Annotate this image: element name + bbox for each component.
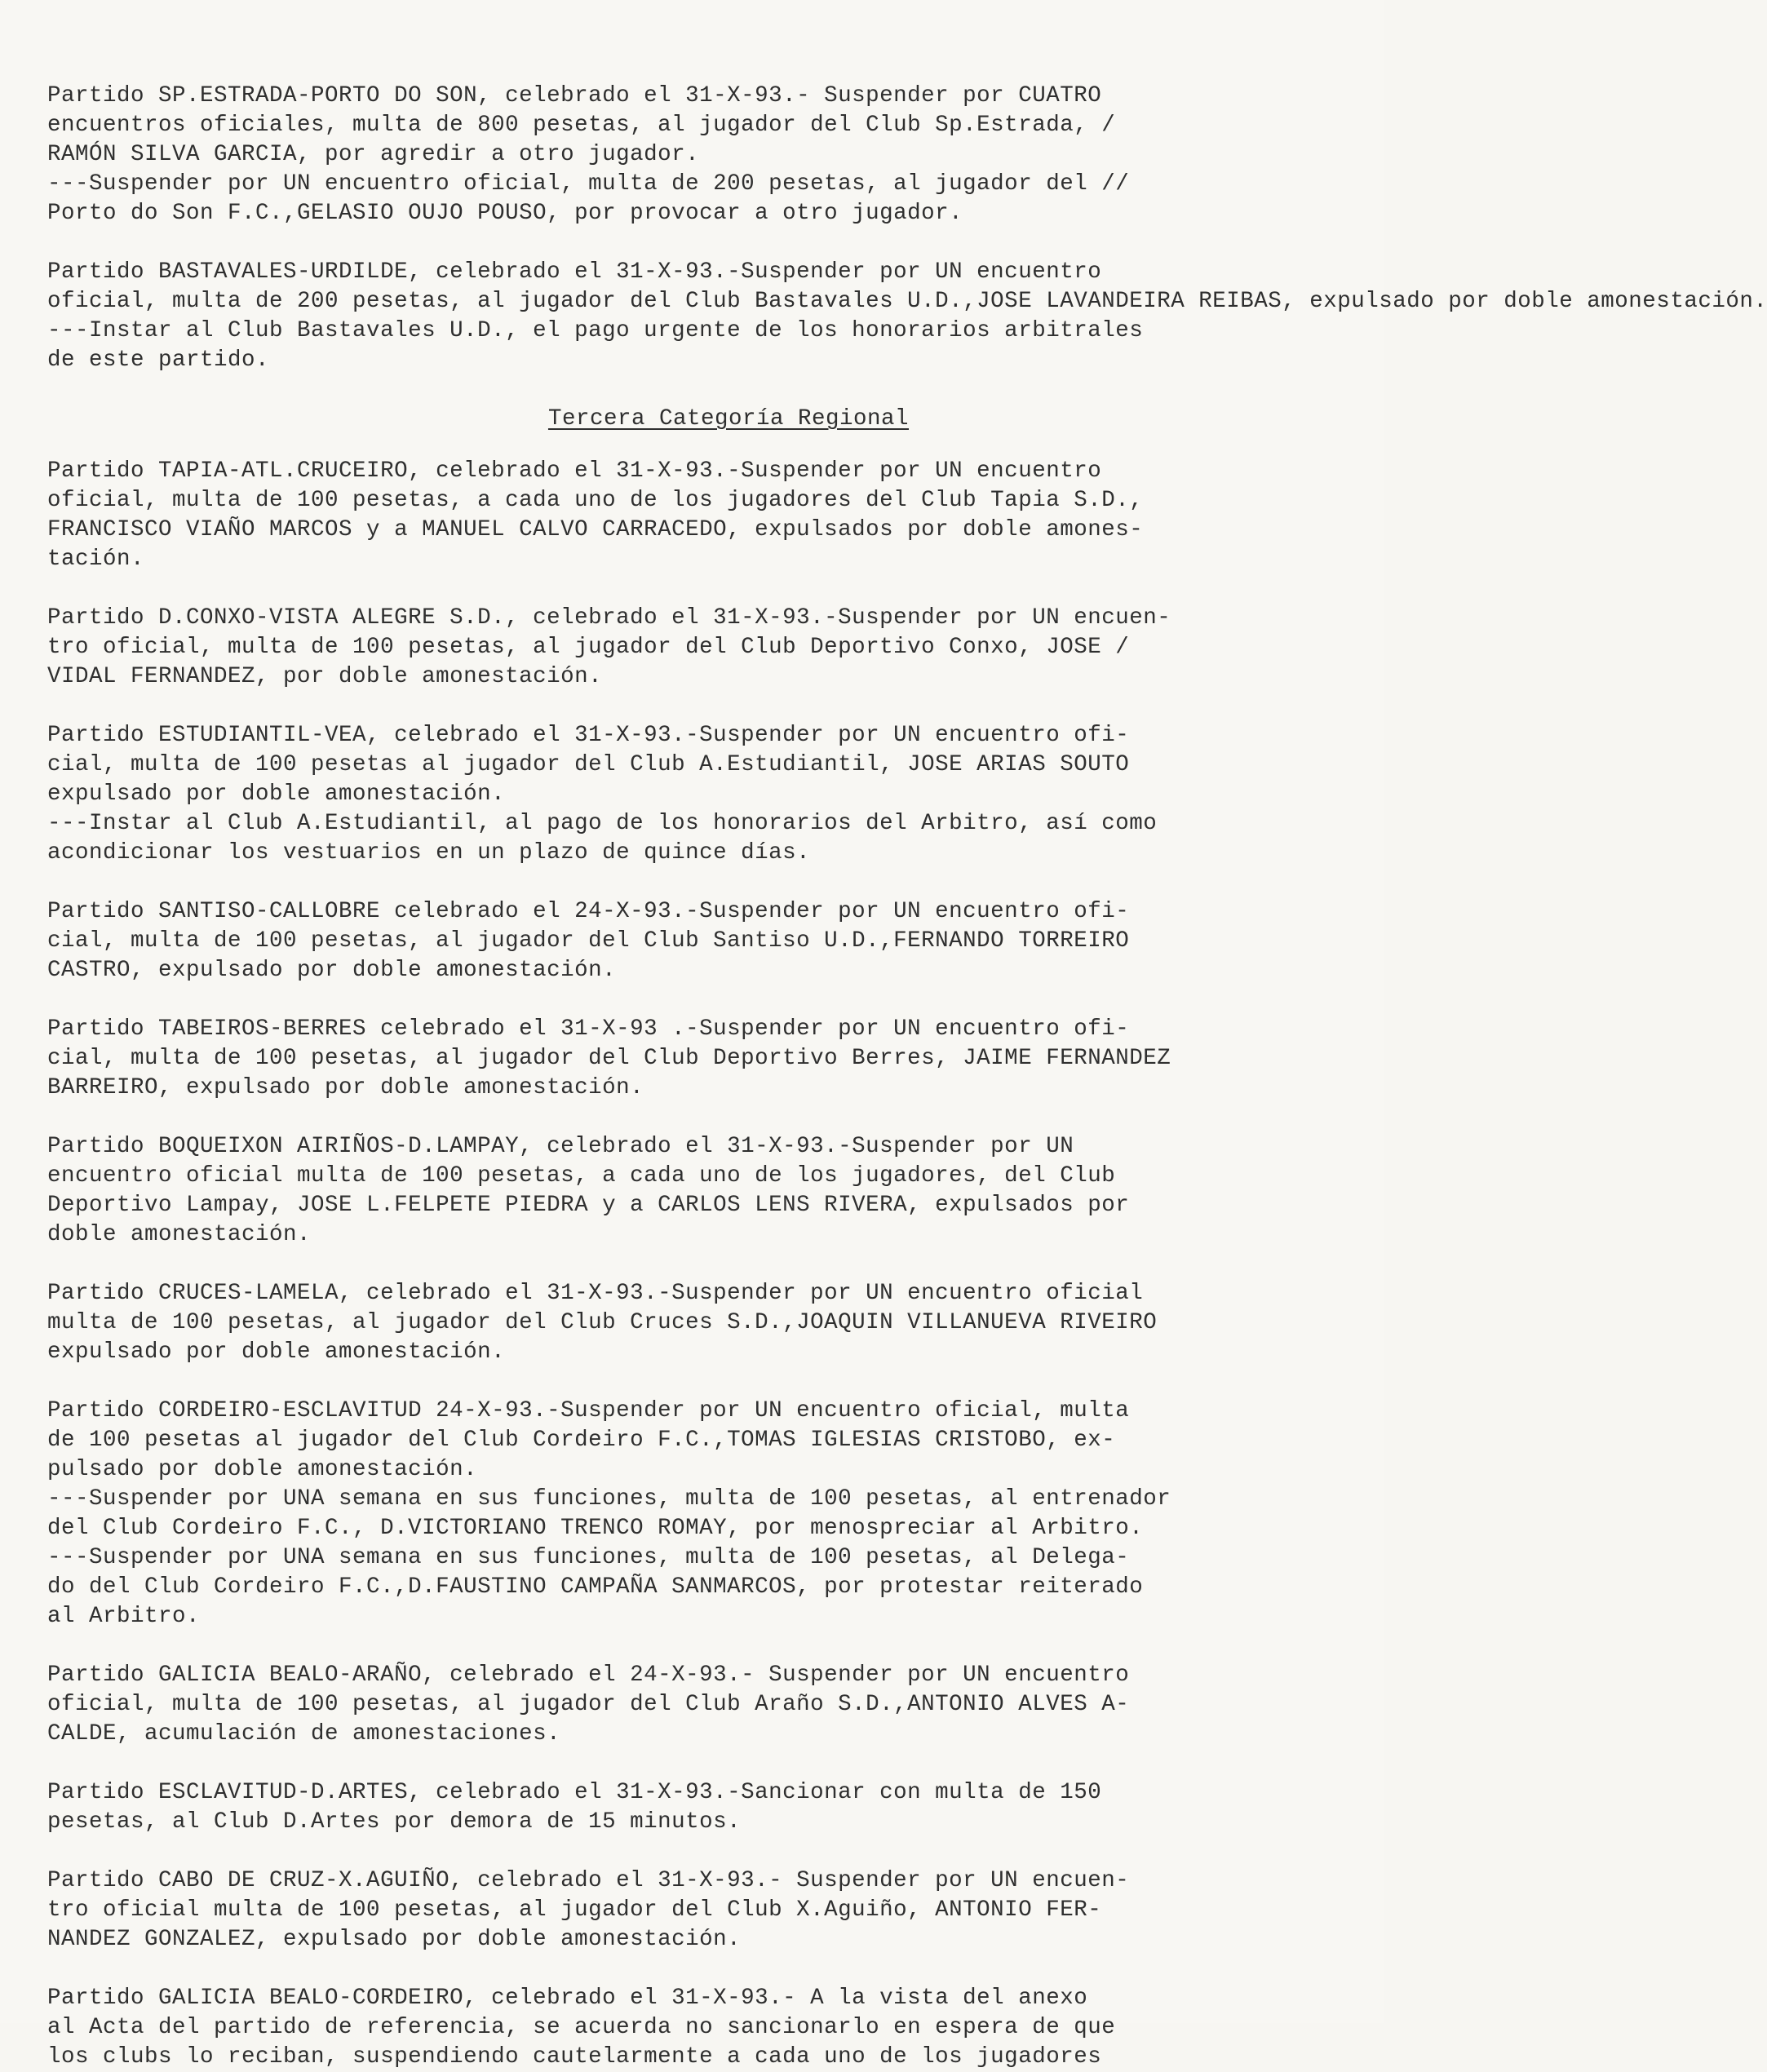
- document-paragraph: [47, 1132, 1344, 1250]
- text-line: acondicionar los vestuarios en un plazo de quince días.: [47, 840, 811, 866]
- document-paragraph: [47, 897, 1344, 985]
- text-line: Partido CORDEIRO-ESCLAVITUD 24-X-93.-Suspender por UN encuentro oficial, multa: [47, 1398, 1130, 1423]
- section-heading: Tercera Categoría Regional: [547, 406, 910, 432]
- text-line: del Club Cordeiro F.C., D.VICTORIANO TRENCO ROMAY, por menospreciar al Arbitro.: [47, 1516, 1144, 1541]
- text-line: Partido BOQUEIXON AIRIÑOS-D.LAMPAY, celebrado el 31-X-93.-Suspender por UN: [47, 1134, 1074, 1159]
- text-line: ---Instar al Club Bastavales U.D., el pago urgente de los honorarios arbitrales: [47, 318, 1144, 343]
- document-paragraph: [47, 1778, 1344, 1837]
- text-line: expulsado por doble amonestación.: [47, 1339, 506, 1365]
- text-line: CALDE, acumulación de amonestaciones.: [47, 1721, 561, 1747]
- text-line: CASTRO, expulsado por doble amonestación.: [47, 958, 617, 983]
- text-line: de 100 pesetas al jugador del Club Cordeiro F.C.,TOMAS IGLESIAS CRISTOBO, ex-: [47, 1428, 1116, 1453]
- document-paragraph: [47, 604, 1344, 692]
- text-line: Partido SANTISO-CALLOBRE celebrado el 24-X-93.-Suspender por UN encuentro ofi-: [47, 899, 1130, 924]
- section-heading-wrap: [47, 405, 1344, 434]
- typed-text-body: [47, 82, 1767, 2072]
- text-line: Partido CRUCES-LAMELA, celebrado el 31-X-93.-Suspender por UN encuentro oficial: [47, 1281, 1144, 1306]
- document-paragraph: [47, 258, 1767, 375]
- text-line: ---Suspender por UNA semana en sus funciones, multa de 100 pesetas, al Delega-: [47, 1545, 1130, 1570]
- text-line: Partido SP.ESTRADA-PORTO DO SON, celebrado el 31-X-93.- Suspender por CUATRO: [47, 83, 1102, 108]
- text-line: FRANCISCO VIAÑO MARCOS y a MANUEL CALVO CARRACEDO, expulsados por doble amones-: [47, 517, 1144, 542]
- document-paragraph: [47, 1015, 1344, 1103]
- text-line: VIDAL FERNANDEZ, por doble amonestación.: [47, 664, 603, 689]
- text-line: do del Club Cordeiro F.C.,D.FAUSTINO CAMPAÑA SANMARCOS, por protestar reiterado: [47, 1574, 1144, 1600]
- text-line: Partido TAPIA-ATL.CRUCEIRO, celebrado el 31-X-93.-Suspender por UN encuentro: [47, 458, 1102, 484]
- text-line: multa de 100 pesetas, al jugador del Club Cruces S.D.,JOAQUIN VILLANUEVA RIVEIRO: [47, 1310, 1158, 1335]
- document-paragraph: [47, 457, 1344, 574]
- text-line: NANDEZ GONZALEZ, expulsado por doble amonestación.: [47, 1927, 742, 1952]
- text-line: encuentro oficial multa de 100 pesetas, a cada uno de los jugadores, del Club: [47, 1163, 1116, 1189]
- text-line: Porto do Son F.C.,GELASIO OUJO POUSO, por provocar a otro jugador.: [47, 201, 963, 226]
- text-line: tro oficial multa de 100 pesetas, al jugador del Club X.Aguiño, ANTONIO FER-: [47, 1897, 1102, 1923]
- text-line: Deportivo Lampay, JOSE L.FELPETE PIEDRA y a CARLOS LENS RIVERA, expulsados por: [47, 1193, 1130, 1218]
- text-line: pulsado por doble amonestación.: [47, 1457, 478, 1482]
- document-paragraph: [47, 1397, 1344, 1631]
- text-line: tación.: [47, 547, 145, 572]
- text-line: ---Instar al Club A.Estudiantil, al pago de los honorarios del Arbitro, así como: [47, 811, 1158, 836]
- text-line: al Arbitro.: [47, 1604, 201, 1629]
- text-line: cial, multa de 100 pesetas, al jugador del Club Deportivo Berres, JAIME FERNANDEZ: [47, 1046, 1171, 1071]
- paragraphs-top: [47, 82, 1767, 375]
- text-line: Partido ESTUDIANTIL-VEA, celebrado el 31-X-93.-Suspender por UN encuentro ofi-: [47, 723, 1130, 748]
- text-line: cial, multa de 100 pesetas al jugador del Club A.Estudiantil, JOSE ARIAS SOUTO: [47, 752, 1130, 777]
- document-paragraph: [47, 1866, 1344, 1955]
- text-line: tro oficial, multa de 100 pesetas, al jugador del Club Deportivo Conxo, JOSE /: [47, 635, 1130, 660]
- text-line: RAMÓN SILVA GARCIA, por agredir a otro jugador.: [47, 142, 700, 167]
- text-line: ---Suspender por UNA semana en sus funciones, multa de 100 pesetas, al entrenador: [47, 1486, 1171, 1512]
- text-line: oficial, multa de 100 pesetas, al jugador del Club Araño S.D.,ANTONIO ALVES A-: [47, 1692, 1130, 1717]
- document-paragraph: [47, 1984, 1344, 2072]
- text-line: expulsado por doble amonestación.: [47, 781, 506, 807]
- text-line: Partido GALICIA BEALO-CORDEIRO, celebrado el 31-X-93.- A la vista del anexo: [47, 1986, 1088, 2011]
- text-line: doble amonestación.: [47, 1222, 312, 1247]
- text-line: oficial, multa de 200 pesetas, al jugador del Club Bastavales U.D.,JOSE LAVANDEIRA REIBAS, expulsado por doble amonestación.: [47, 289, 1767, 314]
- text-line: pesetas, al Club D.Artes por demora de 15 minutos.: [47, 1809, 742, 1835]
- text-line: los clubs lo reciban, suspendiendo cautelarmente a cada uno de los jugadores: [47, 2044, 1102, 2070]
- text-line: cial, multa de 100 pesetas, al jugador del Club Santiso U.D.,FERNANDO TORREIRO: [47, 928, 1130, 954]
- document-paragraph: [47, 721, 1344, 868]
- text-line: ---Suspender por UN encuentro oficial, multa de 200 pesetas, al jugador del //: [47, 171, 1130, 197]
- text-line: Partido D.CONXO-VISTA ALEGRE S.D., celebrado el 31-X-93.-Suspender por UN encuen-: [47, 605, 1171, 631]
- document-paragraph: [47, 82, 1344, 228]
- text-line: de este partido.: [47, 348, 270, 373]
- text-line: BARREIRO, expulsado por doble amonestación.: [47, 1075, 644, 1100]
- document-paragraph: [47, 1279, 1344, 1367]
- text-line: al Acta del partido de referencia, se acuerda no sancionarlo en espera de que: [47, 2015, 1116, 2040]
- text-line: Partido TABEIROS-BERRES celebrado el 31-X-93 .-Suspender por UN encuentro ofi-: [47, 1016, 1130, 1042]
- text-line: encuentros oficiales, multa de 800 pesetas, al jugador del Club Sp.Estrada, /: [47, 113, 1116, 138]
- text-line: Partido CABO DE CRUZ-X.AGUIÑO, celebrado el 31-X-93.- Suspender por UN encuen-: [47, 1868, 1130, 1893]
- document-paragraph: [47, 1661, 1344, 1749]
- text-line: Partido ESCLAVITUD-D.ARTES, celebrado el 31-X-93.-Sancionar con multa de 150: [47, 1780, 1102, 1805]
- text-line: oficial, multa de 100 pesetas, a cada uno de los jugadores del Club Tapia S.D.,: [47, 488, 1144, 513]
- paragraphs-bottom: [47, 457, 1344, 2072]
- text-line: Partido GALICIA BEALO-ARAÑO, celebrado el 24-X-93.- Suspender por UN encuentro: [47, 1662, 1130, 1688]
- text-line: Partido BASTAVALES-URDILDE, celebrado el 31-X-93.-Suspender por UN encuentro: [47, 259, 1102, 285]
